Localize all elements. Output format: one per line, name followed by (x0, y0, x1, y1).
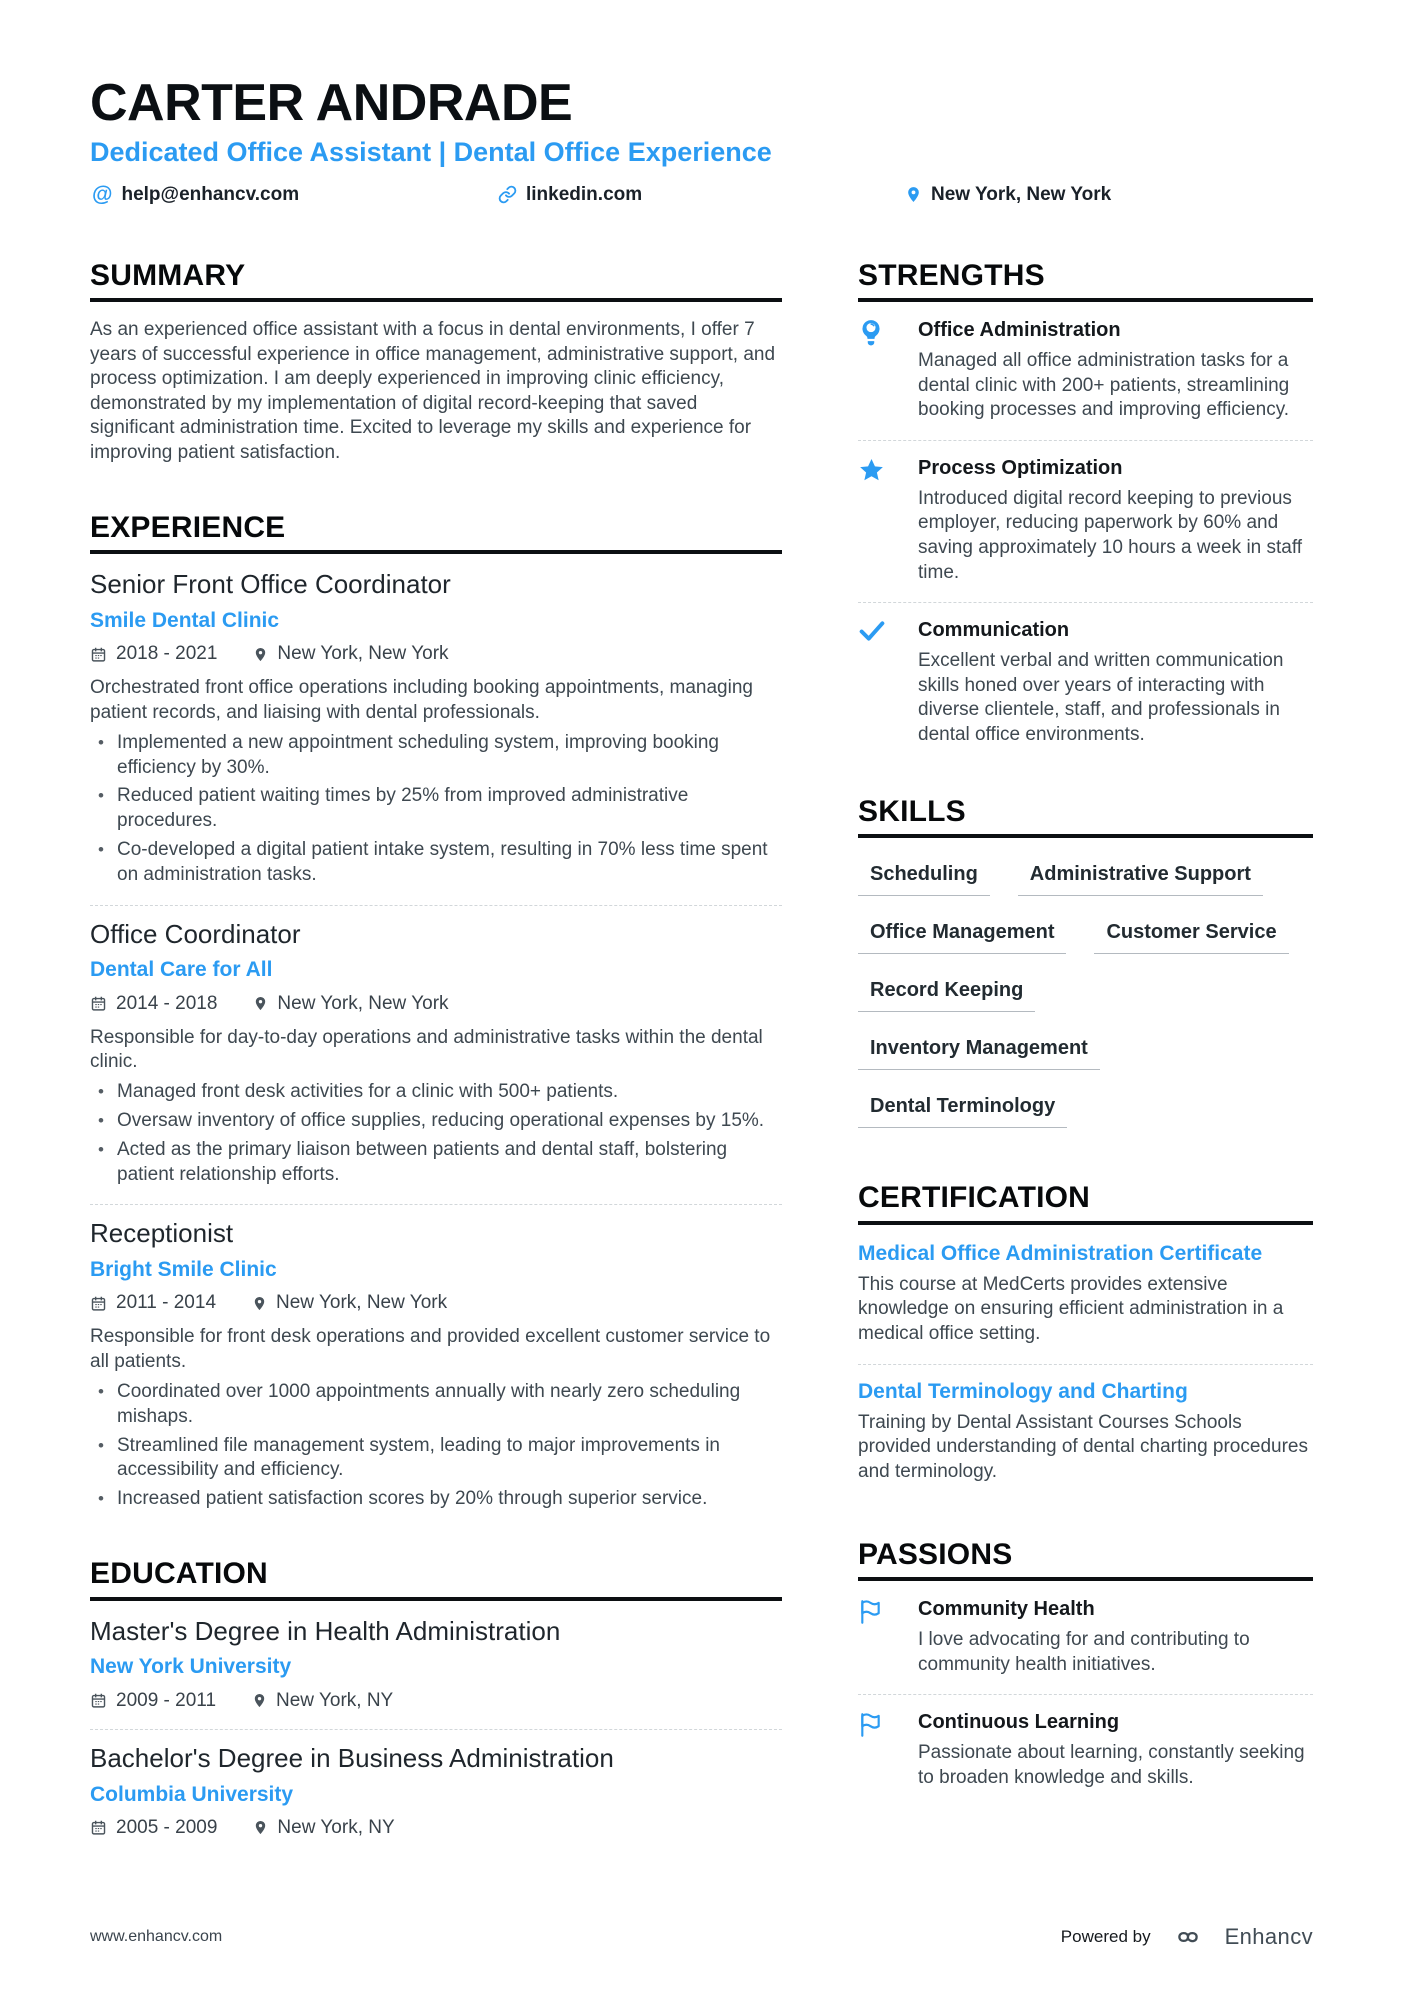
page-title: CARTER ANDRADE (90, 74, 573, 132)
divider (90, 905, 782, 906)
passion-body (918, 1597, 1313, 1677)
certification-section (858, 1182, 1313, 1485)
experience-entry (90, 1219, 782, 1512)
calendar-icon (90, 1295, 107, 1312)
experience-location (253, 993, 448, 1015)
strength-item (858, 456, 1313, 585)
left-column (90, 260, 782, 1839)
passions-section (858, 1539, 1313, 1791)
education-location (252, 1690, 393, 1712)
strength-title: Office Administration (918, 319, 1121, 341)
location-pin-icon (252, 1691, 267, 1710)
bullet-text: Managed front desk activities for a clinic with 500+ patients. (117, 1081, 619, 1103)
link-icon (498, 185, 517, 204)
certification-title: Dental Terminology and Charting (858, 1379, 1188, 1403)
divider (90, 1729, 782, 1730)
divider (858, 1364, 1313, 1365)
bullet-item (90, 731, 782, 781)
contact-location-text: New York, New York (931, 183, 1112, 205)
skill-tag: Inventory Management (858, 1037, 1100, 1070)
passion-item (858, 1710, 1313, 1790)
calendar-icon (90, 995, 107, 1012)
experience-bullets (90, 1380, 782, 1512)
passion-title: Continuous Learning (918, 1711, 1120, 1734)
bullet-item (90, 1138, 782, 1188)
strengths-heading: STRENGTHS (858, 260, 1313, 303)
experience-description: Responsible for front desk operations and provided excellent customer service to all patients. (90, 1326, 771, 1373)
certification-item (858, 1379, 1313, 1485)
education-degree: Bachelor's Degree in Business Administration (90, 1742, 614, 1773)
lightbulb-icon (858, 318, 918, 423)
education-location-text: New York, NY (276, 1689, 394, 1711)
star-icon (858, 456, 918, 585)
certification-item (858, 1241, 1313, 1347)
skill-tag: Dental Terminology (858, 1095, 1067, 1128)
strength-text: Excellent verbal and written communication skills honed over years of interacting with diverse clientele, staff, and professionals in dental office environments. (918, 650, 1284, 745)
bullet-dot: • (98, 839, 104, 859)
education-degree: Master's Degree in Health Administration (90, 1615, 561, 1646)
strength-text: Introduced digital record keeping to previous employer, reducing paperwork by 60% and saving approximately 10 hours a week in staff time. (918, 487, 1303, 583)
location-pin-icon (253, 994, 268, 1013)
education-dates-text: 2005 - 2009 (116, 1816, 218, 1838)
calendar-icon (90, 646, 107, 663)
experience-dates-text: 2014 - 2018 (116, 992, 218, 1014)
contact-email-text: help@enhancv.com (121, 183, 300, 205)
skills-heading: SKILLS (858, 796, 1313, 839)
passion-body (918, 1710, 1313, 1790)
education-dates (90, 1690, 216, 1712)
experience-company: Smile Dental Clinic (90, 608, 280, 632)
summary-text: As an experienced office assistant with a focus in dental environments, I offer 7 years of successful experience in office management, administrative support, and process optimization. I am deeply experienced in improving clinic efficiency, demonstrated by my implementation of digital record-keeping that saved significant administration time. Excited to leverage my skills and experience for improving patient satisfaction. (90, 319, 776, 463)
passion-text: I love advocating for and contributing to community health initiatives. (918, 1629, 1250, 1675)
bullet-dot: • (98, 732, 104, 752)
skill-tag-row (858, 921, 1313, 954)
flag-icon (858, 1710, 918, 1790)
divider (858, 440, 1313, 441)
bullet-text: Acted as the primary liaison between patients and dental staff, bolstering patient relationship efforts. (117, 1138, 728, 1185)
calendar-icon (90, 1692, 107, 1709)
summary-section (90, 260, 782, 466)
bullet-dot: • (98, 1082, 104, 1102)
experience-location-text: New York, New York (276, 1292, 448, 1314)
skill-tag-row (858, 979, 1313, 1012)
content-columns (90, 260, 1313, 1839)
location-pin-icon (252, 1294, 267, 1313)
skill-tag-row (858, 863, 1313, 896)
experience-section (90, 512, 782, 1512)
skill-tag: Customer Service (1094, 921, 1288, 954)
passion-item (858, 1597, 1313, 1677)
experience-company: Dental Care for All (90, 958, 273, 982)
education-meta (90, 1690, 782, 1712)
skill-tag: Administrative Support (1018, 863, 1263, 896)
bullet-dot: • (98, 786, 104, 806)
education-entry (90, 1617, 782, 1712)
page-footer (90, 1923, 1313, 1951)
experience-entry (90, 920, 782, 1188)
passion-text: Passionate about learning, constantly seeking to broaden knowledge and skills. (918, 1742, 1305, 1788)
experience-location (253, 643, 448, 665)
contact-row (90, 184, 1313, 210)
education-entry (90, 1744, 782, 1839)
strength-title: Process Optimization (918, 456, 1123, 479)
education-location (253, 1817, 394, 1839)
skill-tag: Office Management (858, 921, 1066, 954)
education-dates (90, 1817, 217, 1839)
certification-heading: CERTIFICATION (858, 1182, 1313, 1225)
powered-by (1061, 1923, 1313, 1951)
experience-dates (90, 993, 217, 1015)
strength-title: Communication (918, 619, 1070, 642)
bullet-item (90, 1487, 782, 1512)
flag-icon (858, 1597, 918, 1677)
certification-text: This course at MedCerts provides extensive knowledge on ensuring efficient administration in a medical office setting. (858, 1273, 1284, 1344)
experience-job-title: Senior Front Office Coordinator (90, 569, 451, 600)
education-meta (90, 1817, 782, 1839)
experience-dates-text: 2011 - 2014 (116, 1292, 217, 1314)
strength-item (858, 618, 1313, 747)
skill-tag-row (858, 1037, 1313, 1070)
contact-linkedin[interactable] (498, 184, 642, 206)
location-icon (905, 184, 922, 205)
powered-by-label: Powered by (1060, 1927, 1151, 1946)
education-heading: EDUCATION (90, 1558, 782, 1601)
certification-title: Medical Office Administration Certificate (858, 1241, 1263, 1265)
experience-description: Responsible for day-to-day operations and administrative tasks within the dental clinic. (90, 1026, 763, 1073)
passions-heading: PASSIONS (858, 1539, 1313, 1582)
bullet-item (90, 1380, 782, 1430)
job-title-subtitle: Dedicated Office Assistant | Dental Office Experience (90, 137, 772, 168)
bullet-item (90, 784, 782, 834)
bullet-text: Oversaw inventory of office supplies, reducing operational expenses by 15%. (117, 1109, 765, 1131)
enhancv-brand-text[interactable]: Enhancv (1224, 1924, 1313, 1949)
bullet-dot: • (98, 1110, 104, 1130)
bullet-dot: • (98, 1489, 104, 1509)
education-school: New York University (90, 1655, 292, 1679)
experience-company: Bright Smile Clinic (90, 1258, 277, 1282)
skill-tag: Scheduling (858, 863, 990, 896)
at-icon: @ (92, 183, 113, 206)
bullet-text: Coordinated over 1000 appointments annually with nearly zero scheduling mishaps. (117, 1381, 741, 1427)
calendar-icon (90, 1819, 107, 1836)
bullet-text: Implemented a new appointment scheduling system, improving booking efficiency by 30%. (117, 731, 719, 778)
strengths-section (858, 260, 1313, 748)
check-icon (858, 618, 918, 747)
bullet-item (90, 1109, 782, 1134)
bullet-text: Co-developed a digital patient intake system, resulting in 70% less time spent on administration tasks. (117, 838, 768, 885)
experience-meta (90, 993, 782, 1015)
education-location-text: New York, NY (277, 1816, 395, 1838)
resume-header (90, 76, 1313, 210)
bullet-dot: • (98, 1139, 104, 1159)
skill-tag: Record Keeping (858, 979, 1035, 1012)
experience-dates (90, 1292, 216, 1314)
bullet-item (90, 1434, 782, 1484)
contact-email[interactable] (92, 184, 299, 206)
passion-title: Community Health (918, 1598, 1095, 1621)
divider (90, 1204, 782, 1205)
experience-meta (90, 1292, 782, 1314)
education-section (90, 1558, 782, 1839)
divider (858, 602, 1313, 603)
bullet-text: Streamlined file management system, leading to major improvements in accessibility and efficiency. (117, 1434, 720, 1481)
contact-linkedin-text: linkedin.com (526, 183, 643, 205)
experience-location (252, 1292, 447, 1314)
experience-job-title: Office Coordinator (90, 918, 301, 949)
contact-location (905, 184, 1111, 206)
experience-entry (90, 570, 782, 887)
education-dates-text: 2009 - 2011 (116, 1689, 217, 1711)
strength-text: Managed all office administration tasks for a dental clinic with 200+ patients, streamlining booking processes and improving efficiency. (918, 350, 1290, 421)
bullet-dot: • (98, 1435, 104, 1455)
strength-body (918, 456, 1313, 585)
experience-dates-text: 2018 - 2021 (116, 643, 218, 665)
bullet-item (90, 1080, 782, 1105)
skills-section (858, 796, 1313, 1129)
strength-body (918, 318, 1313, 423)
right-column (858, 260, 1313, 1839)
strength-body (918, 618, 1313, 747)
bullet-text: Reduced patient waiting times by 25% from improved administrative procedures. (117, 785, 689, 832)
education-school: Columbia University (90, 1782, 294, 1806)
bullet-item (90, 838, 782, 888)
location-pin-icon (253, 1818, 268, 1837)
experience-location-text: New York, New York (277, 643, 449, 665)
summary-heading: SUMMARY (90, 260, 782, 303)
skill-tag-row (858, 1095, 1313, 1128)
strength-item (858, 318, 1313, 423)
location-pin-icon (253, 645, 268, 664)
experience-bullets (90, 1080, 782, 1187)
experience-bullets (90, 731, 782, 888)
experience-location-text: New York, New York (277, 992, 449, 1014)
bullet-text: Increased patient satisfaction scores by 20% through superior service. (117, 1488, 708, 1510)
experience-description: Orchestrated front office operations including booking appointments, managing patient records, and liaising with dental professionals. (90, 677, 753, 723)
bullet-dot: • (98, 1382, 104, 1402)
enhancv-logo-icon (1165, 1923, 1211, 1951)
experience-dates (90, 643, 217, 665)
experience-heading: EXPERIENCE (90, 512, 782, 555)
divider (858, 1694, 1313, 1695)
experience-meta (90, 643, 782, 665)
footer-site-link[interactable]: www.enhancv.com (90, 1928, 223, 1945)
skill-tags (858, 863, 1313, 1128)
experience-job-title: Receptionist (90, 1218, 234, 1249)
certification-text: Training by Dental Assistant Courses Schools provided understanding of dental charting procedures and terminology. (858, 1411, 1308, 1482)
